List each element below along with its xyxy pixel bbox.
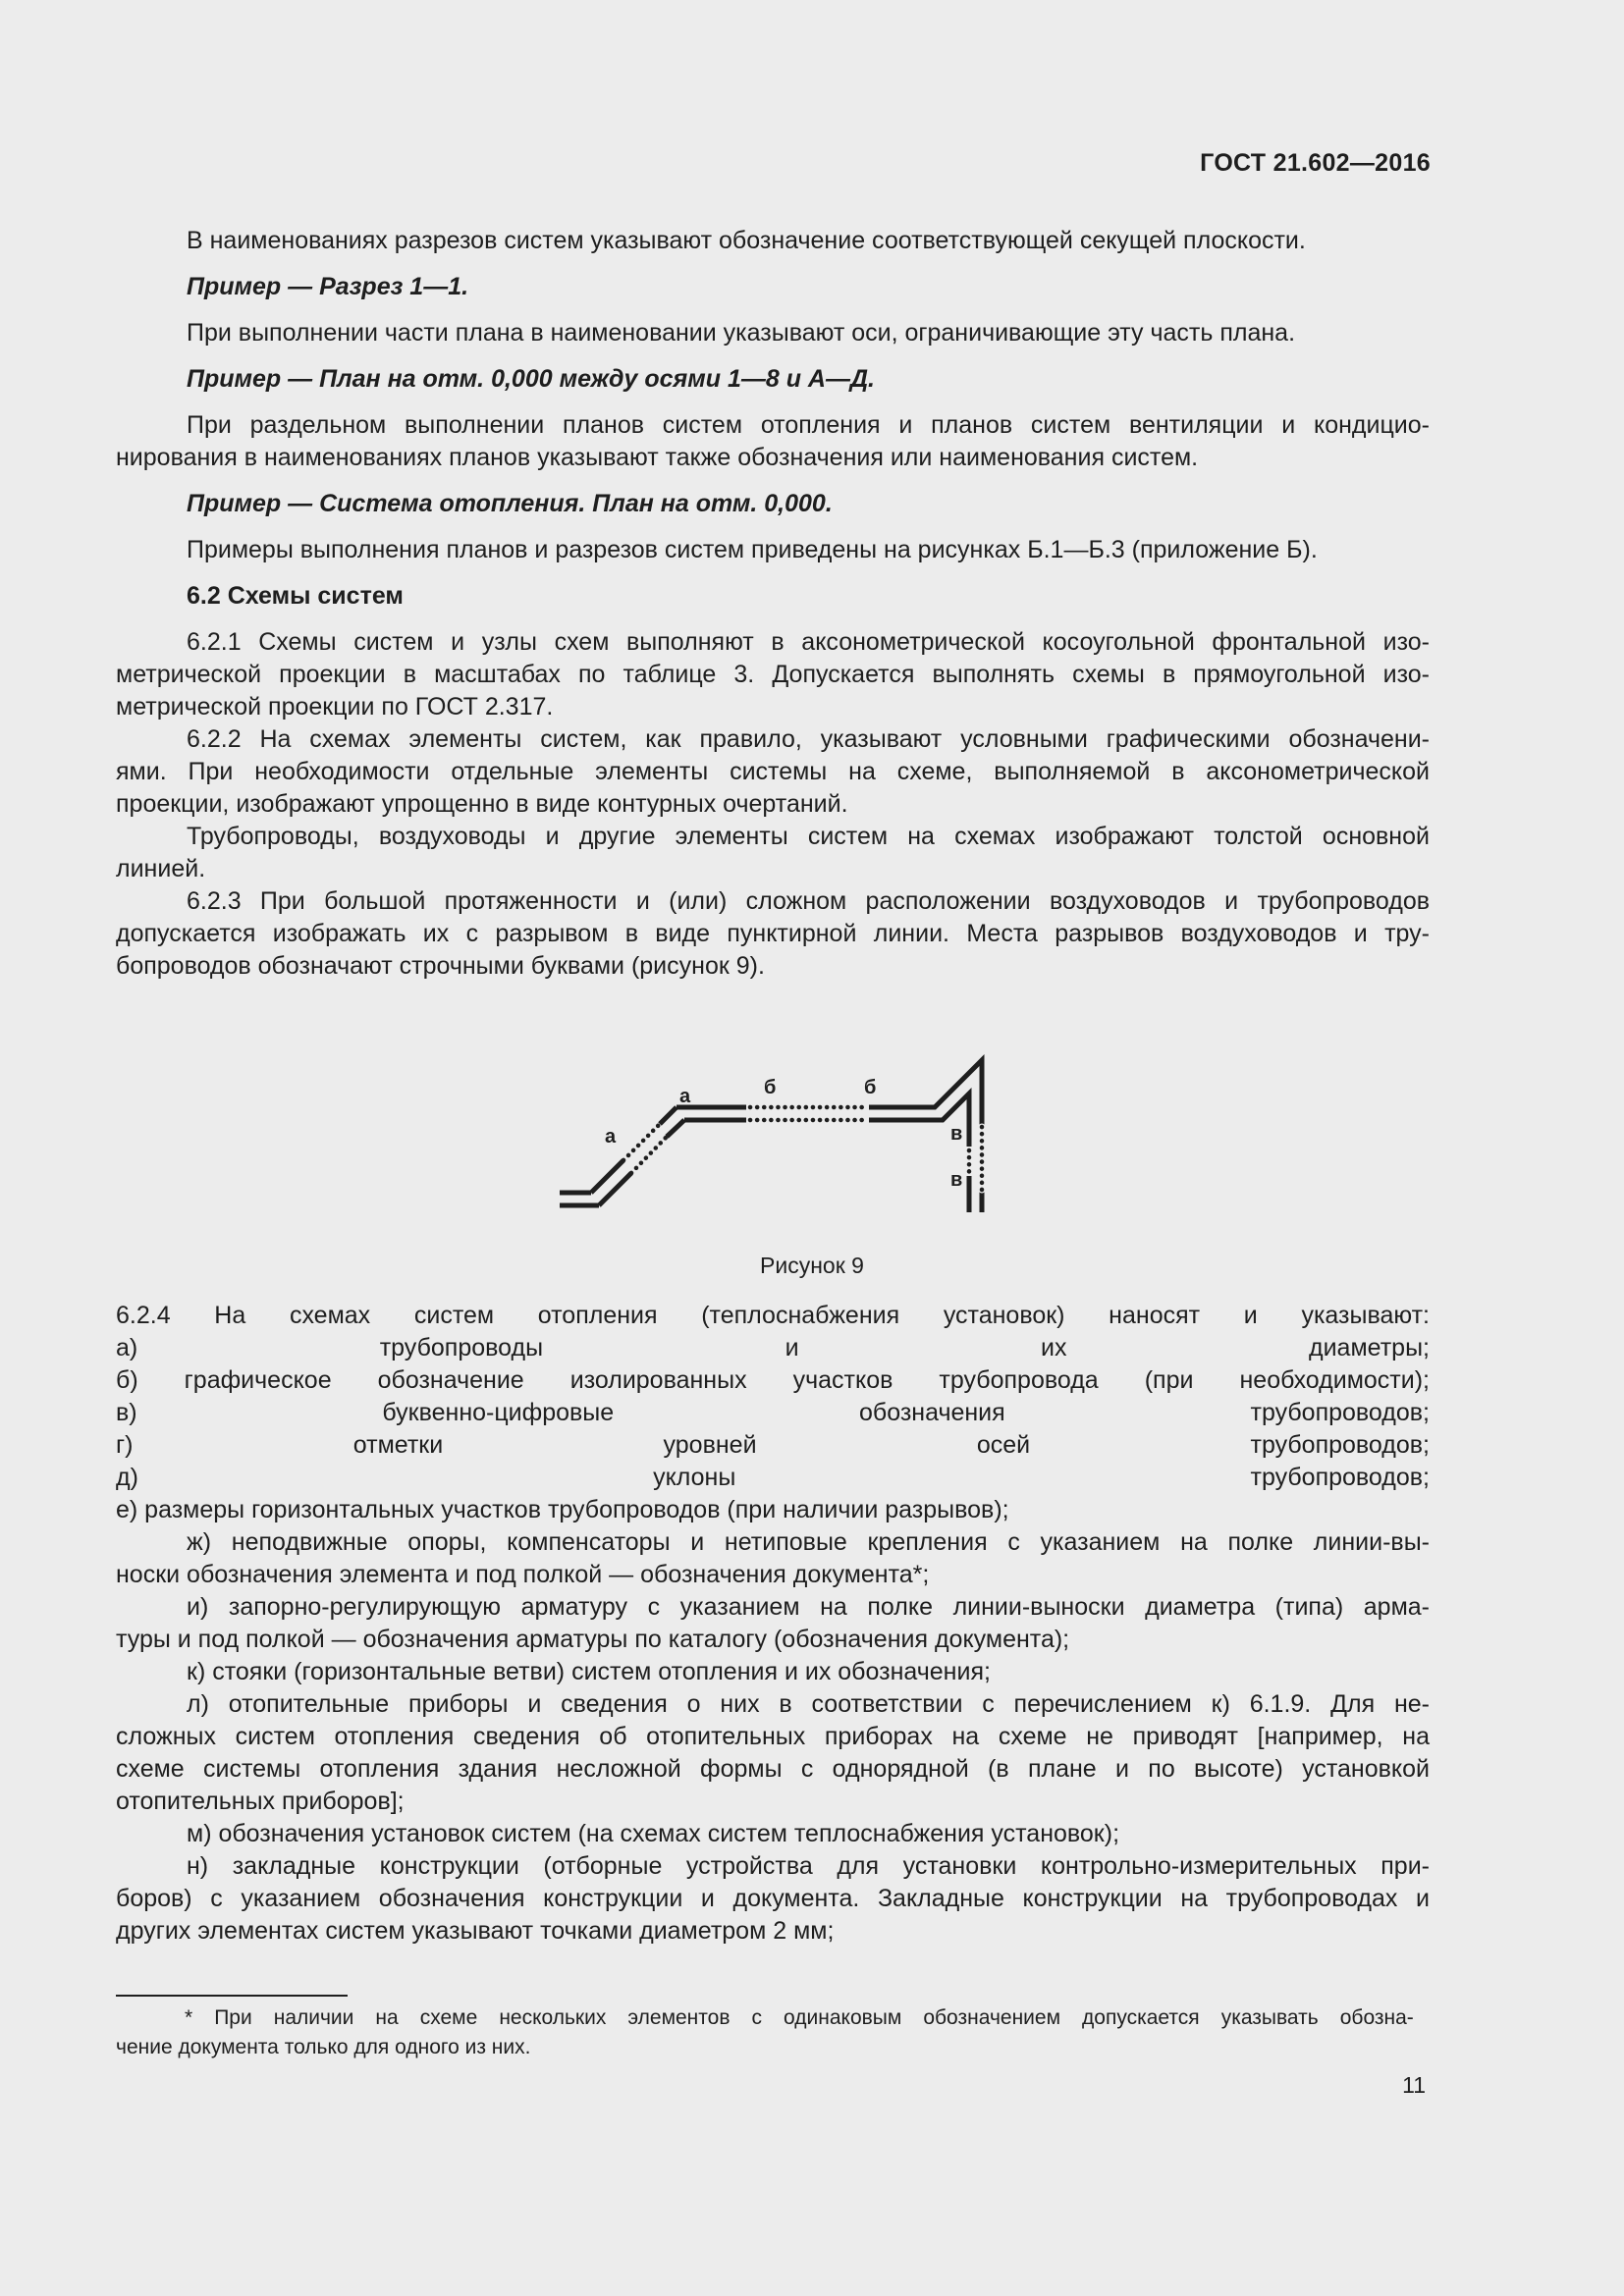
list-item-n-line2: боров) с указанием обозначения конструкции и документа. Закладные конструкции на трубопроводах и [116, 1885, 1430, 1912]
label-break-b-left: б [764, 1077, 777, 1098]
footnote-line2: чение документа только для одного из них. [116, 2036, 531, 2058]
label-break-b-right: б [864, 1077, 877, 1098]
list-item-l-line2: сложных систем отопления сведения об отопительных приборах на схеме не приводят [например, на [116, 1723, 1430, 1750]
clause-6-2-4-block [116, 1300, 1430, 1948]
list-item-k: к) стояки (горизонтальные ветви) систем отопления и их обозначения; [187, 1658, 991, 1685]
clause-6-2-2-line1: 6.2.2 На схемах элементы систем, как правило, указывают условными графическими обозначени- [187, 725, 1430, 753]
list-item-e: е) размеры горизонтальных участков трубопроводов (при наличии разрывов); [116, 1496, 1009, 1523]
paragraph-thick-lines-line2: линией. [116, 855, 206, 882]
paragraph-thick-lines-line1: Трубопроводы, воздуховоды и другие элементы систем на схемах изображают толстой основной [187, 823, 1430, 850]
break-diagonal-1 [623, 1124, 660, 1160]
paragraph-section-names: В наименованиях разрезов систем указывают обозначение соответствующей секущей плоскости. [187, 227, 1306, 254]
label-break-a-upper: а [679, 1086, 691, 1107]
clause-6-2-3-line1: 6.2.3 При большой протяженности и (или) сложном расположении воздуховодов и трубопроводов [187, 887, 1430, 915]
list-item-a: а) трубопроводы и их диаметры; [116, 1334, 1430, 1362]
paragraph-examples-ref: Примеры выполнения планов и разрезов систем приведены на рисунках Б.1—Б.3 (приложение Б). [187, 536, 1318, 563]
list-item-g: г) отметки уровней осей трубопроводов; [116, 1431, 1430, 1459]
pipe-upper-diagonal-2 [667, 1120, 684, 1137]
example-heating-system: Пример — Система отопления. План на отм. 0,000. [187, 490, 833, 517]
pipe-upper-diagonal-1 [660, 1107, 677, 1124]
paragraph-separate-plans-line2: нирования в наименованиях планов указывают также обозначения или наименования систем. [116, 444, 1199, 471]
clause-6-2-2-line2: ями. При необходимости отдельные элементы системы на схеме, выполняемой в аксонометрической [116, 758, 1430, 785]
intro-block [116, 225, 1430, 983]
clause-6-2-1-line3: метрической проекции по ГОСТ 2.317. [116, 693, 554, 721]
list-item-m: м) обозначения установок систем (на схемах систем теплоснабжения установок); [187, 1820, 1120, 1847]
example-plan-axes: Пример — План на отм. 0,000 между осями 1—8 и А—Д. [187, 365, 875, 393]
clause-6-2-2-line3: проекции, изображают упрощенно в виде контурных очертаний. [116, 790, 848, 818]
footnote [116, 2003, 1430, 2062]
label-break-v-lower: в [950, 1169, 963, 1191]
paragraph-separate-plans-line1: При раздельном выполнении планов систем отопления и планов систем вентиляции и кондицио- [187, 411, 1430, 439]
list-item-zh-line1: ж) неподвижные опоры, компенсаторы и нетиповые крепления с указанием на полке линии-вы- [187, 1528, 1430, 1556]
paragraph-plan-part: При выполнении части плана в наименовании указывают оси, ограничивающие эту часть плана. [187, 319, 1296, 347]
pipe-top-right-outer [869, 1060, 982, 1212]
footnote-line1: * При наличии на схеме нескольких элементов с одинаковым обозначением допускается указывать обозна- [185, 2006, 1414, 2029]
label-break-v-upper: в [950, 1123, 963, 1145]
list-item-n-line1: н) закладные конструкции (отборные устройства для установки контрольно-измерительных при- [187, 1852, 1430, 1880]
figure-caption: Рисунок 9 [760, 1253, 864, 1278]
break-diagonal-2 [631, 1137, 667, 1173]
list-item-l-line1: л) отопительные приборы и сведения о них в соответствии с перечислением к) 6.1.9. Для не- [187, 1690, 1430, 1718]
list-item-b: б) графическое обозначение изолированных участков трубопровода (при необходимости); [116, 1366, 1430, 1394]
figure-9-pipeline-breaks [550, 1011, 1001, 1217]
clause-6-2-1-line2: метрической проекции в масштабах по таблице 3. Допускается выполнять схемы в прямоугольной изо- [116, 661, 1430, 688]
page-number: 11 [1402, 2072, 1426, 2098]
clause-6-2-1-line1: 6.2.1 Схемы систем и узлы схем выполняют в аксонометрической косоугольной фронтальной изо- [187, 628, 1430, 656]
list-item-zh-line2: носки обозначения элемента и под полкой — обозначения документа*; [116, 1561, 930, 1588]
footnote-separator [116, 1995, 348, 1997]
example-section: Пример — Разрез 1—1. [187, 273, 469, 300]
list-intro: 6.2.4 На схемах систем отопления (теплоснабжения установок) наносят и указывают: [116, 1302, 1430, 1329]
list-item-n-line3: других элементах систем указывают точками диаметром 2 мм; [116, 1917, 835, 1945]
label-break-a-lower: а [605, 1126, 617, 1148]
clause-6-2-3-line2: допускается изображать их с разрывом в виде пунктирной линии. Места разрывов воздуховодов и тру- [116, 920, 1430, 947]
list-item-v: в) буквенно-цифровые обозначения трубопроводов; [116, 1399, 1430, 1426]
list-item-d: д) уклоны трубопроводов; [116, 1464, 1430, 1491]
clause-6-2-3-line3: бопроводов обозначают строчными буквами (рисунок 9). [116, 952, 765, 980]
list-item-i-line1: и) запорно-регулирующую арматуру с указанием на полке линии-выноски диаметра (типа) арма- [187, 1593, 1430, 1621]
section-title-schemes: 6.2 Схемы систем [187, 582, 404, 610]
document-code-header: ГОСТ 21.602—2016 [1200, 149, 1431, 177]
list-item-l-line3: схеме системы отопления здания несложной формы с однорядной (в плане и по высоте) установкой [116, 1755, 1430, 1783]
list-item-l-line4: отопительных приборов]; [116, 1788, 405, 1815]
list-item-i-line2: туры и под полкой — обозначения арматуры по каталогу (обозначения документа); [116, 1626, 1070, 1653]
